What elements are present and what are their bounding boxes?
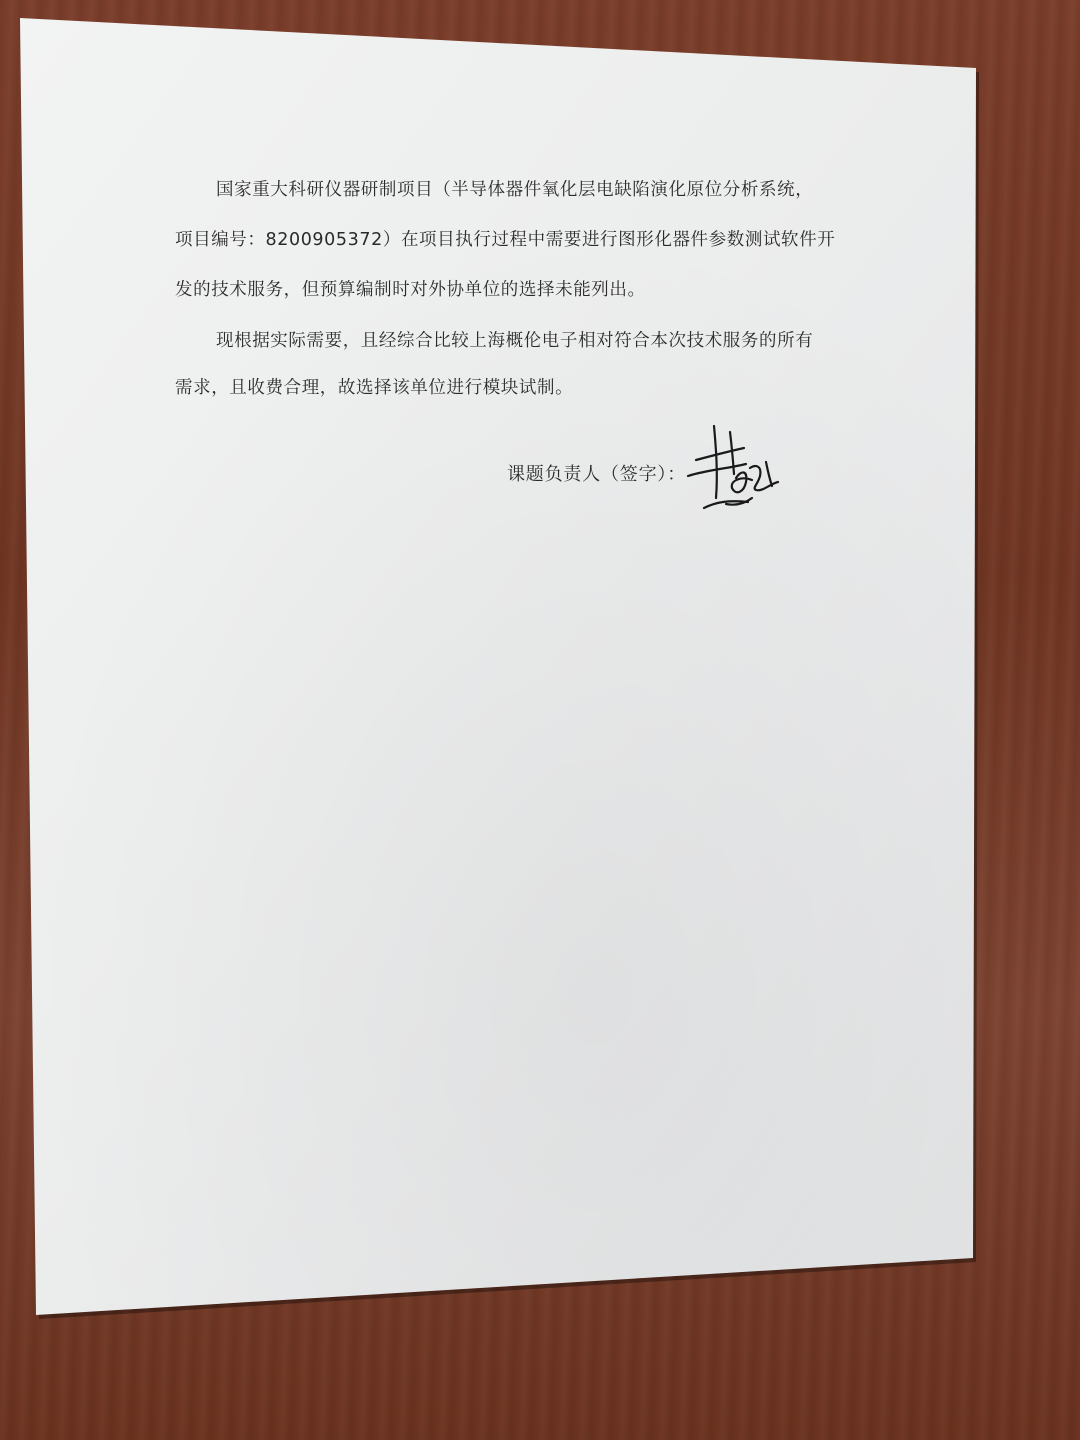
paragraph-1-line-1: 国家重大科研仪器研制项目（半导体器件氧化层电缺陷演化原位分析系统， (216, 180, 814, 200)
signature-label: 课题负责人（签字）： (507, 464, 686, 485)
paragraph-1-line-3: 发的技术服务，但预算编制时对外协单位的选择未能列出。 (175, 280, 646, 300)
paragraph-1-line-2: 项目编号：8200905372）在项目执行过程中需要进行图形化器件参数测试软件开 (175, 230, 836, 250)
handwritten-signature (686, 418, 796, 518)
paragraph-2-line-1: 现根据实际需要，且经综合比较上海概伦电子相对符合本次技术服务的所有 (216, 331, 814, 351)
paragraph-2-line-2: 需求，且收费合理，故选择该单位进行模块试制。 (175, 378, 574, 398)
